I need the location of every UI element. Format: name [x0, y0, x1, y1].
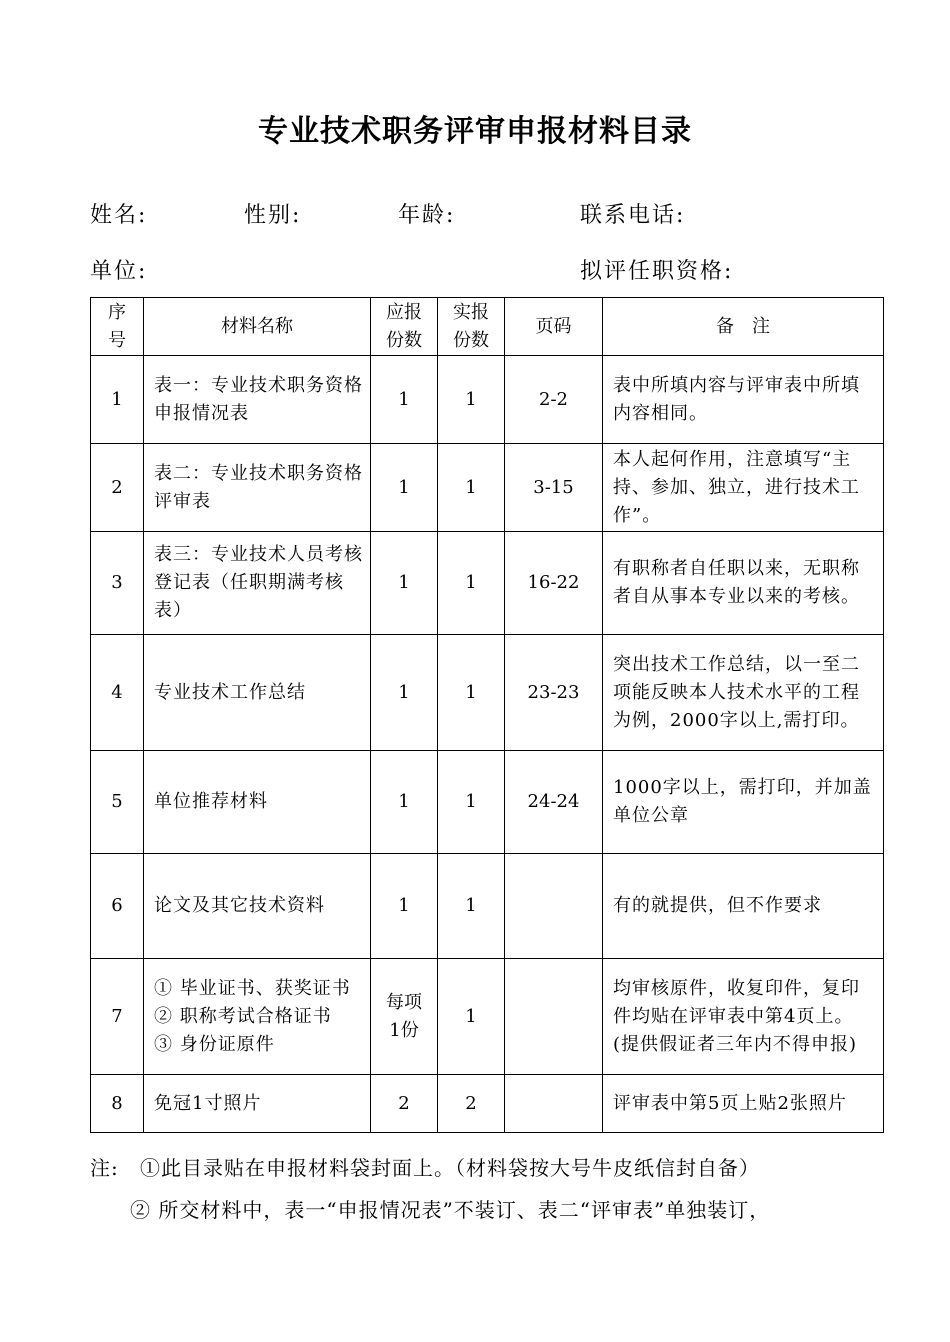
row-material: 单位推荐材料 — [144, 751, 371, 854]
row-should: 1 — [371, 751, 438, 854]
row-should: 1 — [371, 635, 438, 751]
row-page: 23-23 — [505, 635, 603, 751]
row-page: 2-2 — [505, 356, 603, 444]
row-should: 每项 1份 — [371, 959, 438, 1075]
row-seq: 3 — [91, 532, 144, 635]
material-line: ② 职称考试合格证书 — [154, 1005, 332, 1027]
material-line: ① 毕业证书、获奖证书 — [154, 977, 351, 999]
row-actual: 2 — [438, 1075, 505, 1133]
table-header-row — [91, 298, 884, 356]
gender-label: 性别: — [244, 203, 302, 228]
row-actual: 1 — [438, 532, 505, 635]
row-should: 1 — [371, 356, 438, 444]
row-page: 24-24 — [505, 751, 603, 854]
row-actual: 1 — [438, 959, 505, 1075]
header-material: 材料名称 — [144, 298, 371, 356]
row-seq: 4 — [91, 635, 144, 751]
row-page — [505, 854, 603, 959]
table-row — [91, 959, 884, 1075]
row-actual: 1 — [438, 635, 505, 751]
row-remark: 突出技术工作总结，以一至二项能反映本人技术水平的工程为例，2000字以上,需打印。 — [603, 635, 884, 751]
row-should: 2 — [371, 1075, 438, 1133]
note-2: ② 所交材料中，表一“申报情况表”不装订、表二“评审表”单独装订， — [130, 1198, 771, 1222]
table-row — [91, 635, 884, 751]
qualification-label: 拟评任职资格: — [580, 259, 734, 284]
row-page — [505, 1075, 603, 1133]
material-line: ③ 身份证原件 — [154, 1033, 275, 1055]
row-seq: 1 — [91, 356, 144, 444]
row-seq: 5 — [91, 751, 144, 854]
row-remark: 本人起何作用，注意填写“主持、参加、独立，进行技术工作”。 — [603, 444, 884, 532]
notes-label: 注: — [90, 1156, 119, 1180]
header-remark: 备 注 — [603, 298, 884, 356]
table-row — [91, 444, 884, 532]
table-row — [91, 751, 884, 854]
row-remark: 有的就提供，但不作要求 — [603, 854, 884, 959]
row-material: 免冠1寸照片 — [144, 1075, 371, 1133]
row-page: 16-22 — [505, 532, 603, 635]
row-should: 1 — [371, 444, 438, 532]
row-remark: 评审表中第5页上贴2张照片 — [603, 1075, 884, 1133]
row-should: 1 — [371, 532, 438, 635]
header-actual-copies: 实报 份数 — [438, 298, 505, 356]
phone-label: 联系电话: — [580, 203, 686, 228]
row-remark: 1000字以上，需打印，并加盖单位公章 — [603, 751, 884, 854]
row-seq: 2 — [91, 444, 144, 532]
header-seq: 序 号 — [91, 298, 144, 356]
row-seq: 8 — [91, 1075, 144, 1133]
row-remark: 有职称者自任职以来，无职称者自从事本专业以来的考核。 — [603, 532, 884, 635]
row-material: 表三：专业技术人员考核登记表（任职期满考核表） — [144, 532, 371, 635]
age-label: 年龄: — [398, 203, 456, 228]
row-material: 论文及其它技术资料 — [144, 854, 371, 959]
note-1: ①此目录贴在申报材料袋封面上。（材料袋按大号牛皮纸信封自备） — [140, 1156, 760, 1180]
row-actual: 1 — [438, 854, 505, 959]
header-page: 页码 — [505, 298, 603, 356]
page-title: 专业技术职务评审申报材料目录 — [258, 114, 692, 149]
row-material — [144, 959, 371, 1075]
row-remark: 均审核原件，收复印件，复印件均贴在评审表中第4页上。(提供假证者三年内不得申报) — [603, 959, 884, 1075]
row-material: 表二：专业技术职务资格评审表 — [144, 444, 371, 532]
row-should: 1 — [371, 854, 438, 959]
row-actual: 1 — [438, 356, 505, 444]
row-seq: 7 — [91, 959, 144, 1075]
row-seq: 6 — [91, 854, 144, 959]
row-page: 3-15 — [505, 444, 603, 532]
row-actual: 1 — [438, 751, 505, 854]
table-row — [91, 854, 884, 959]
unit-label: 单位: — [90, 259, 148, 284]
materials-table — [90, 297, 884, 1133]
row-page — [505, 959, 603, 1075]
row-material: 表一：专业技术职务资格申报情况表 — [144, 356, 371, 444]
table-row — [91, 1075, 884, 1133]
table-row — [91, 356, 884, 444]
table-row — [91, 532, 884, 635]
row-material: 专业技术工作总结 — [144, 635, 371, 751]
row-remark: 表中所填内容与评审表中所填内容相同。 — [603, 356, 884, 444]
name-label: 姓名: — [90, 203, 148, 228]
row-actual: 1 — [438, 444, 505, 532]
header-should-copies: 应报 份数 — [371, 298, 438, 356]
